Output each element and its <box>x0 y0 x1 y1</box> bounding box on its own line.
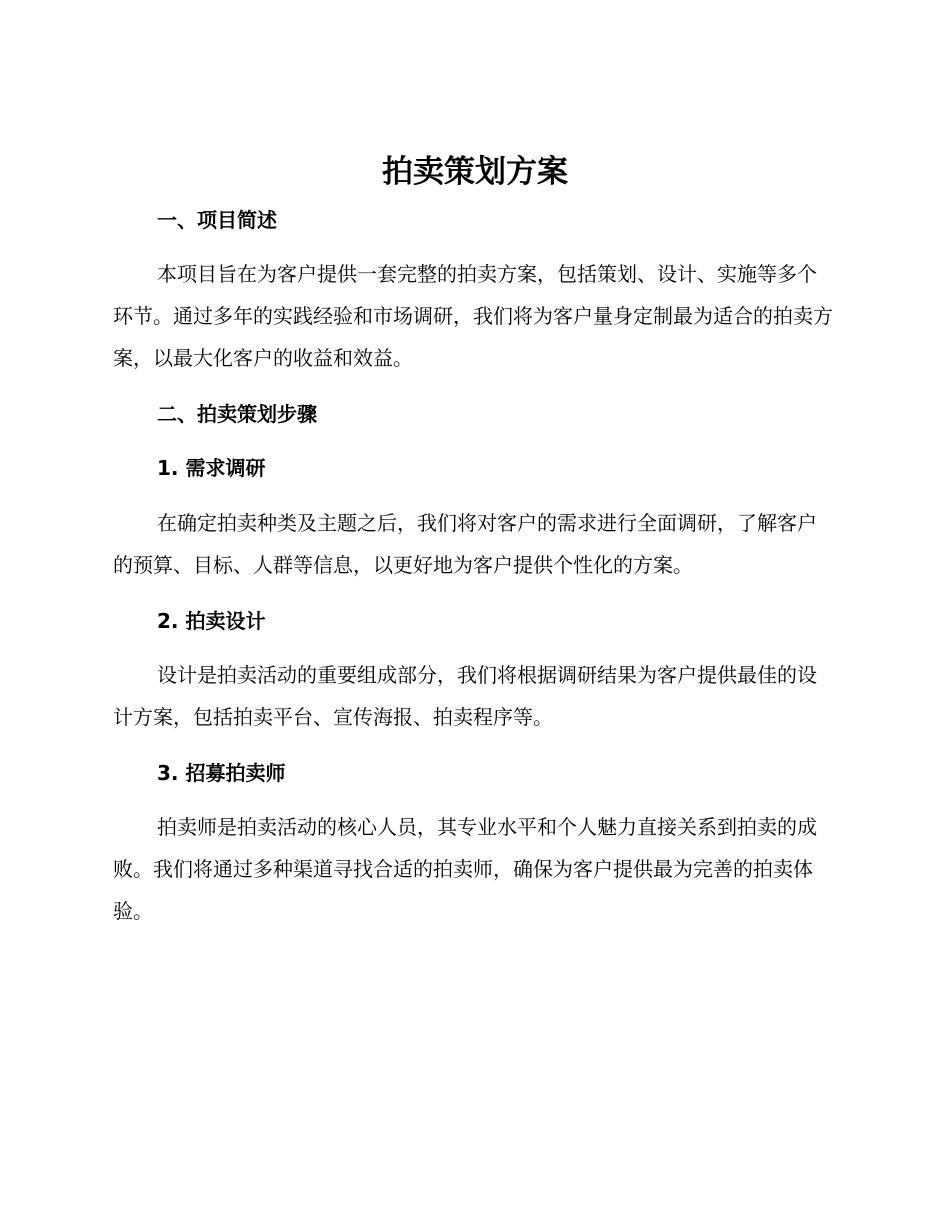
document-title: 拍卖策划方案 <box>382 154 568 190</box>
step-body-design: 设计是拍卖活动的重要组成部分，我们将根据调研结果为客户提供最佳的设计方案，包括拍卖平台、宣传海报、拍卖程序等。 <box>113 663 817 729</box>
step-body-research: 在确定拍卖种类及主题之后，我们将对客户的需求进行全面调研，了解客户的预算、目标、人群等信息，以更好地为客户提供个性化的方案。 <box>113 511 817 577</box>
step-body-recruit: 拍卖师是拍卖活动的核心人员，其专业水平和个人魅力直接关系到拍卖的成败。我们将通过多种渠道寻找合适的拍卖师，确保为客户提供最为完善的拍卖体验。 <box>113 815 817 923</box>
section-heading-steps: 二、拍卖策划步骤 <box>157 402 317 426</box>
step-heading-research: 1. 需求调研 <box>157 456 266 480</box>
section-body-overview: 本项目旨在为客户提供一套完整的拍卖方案，包括策划、设计、实施等多个环节。通过多年的实践经验和市场调研，我们将为客户量身定制最为适合的拍卖方案，以最大化客户的收益和效益。 <box>113 262 833 370</box>
section-heading-overview: 一、项目简述 <box>157 208 277 232</box>
step-heading-recruit: 3. 招募拍卖师 <box>157 761 286 785</box>
step-heading-design: 2. 拍卖设计 <box>157 609 266 633</box>
